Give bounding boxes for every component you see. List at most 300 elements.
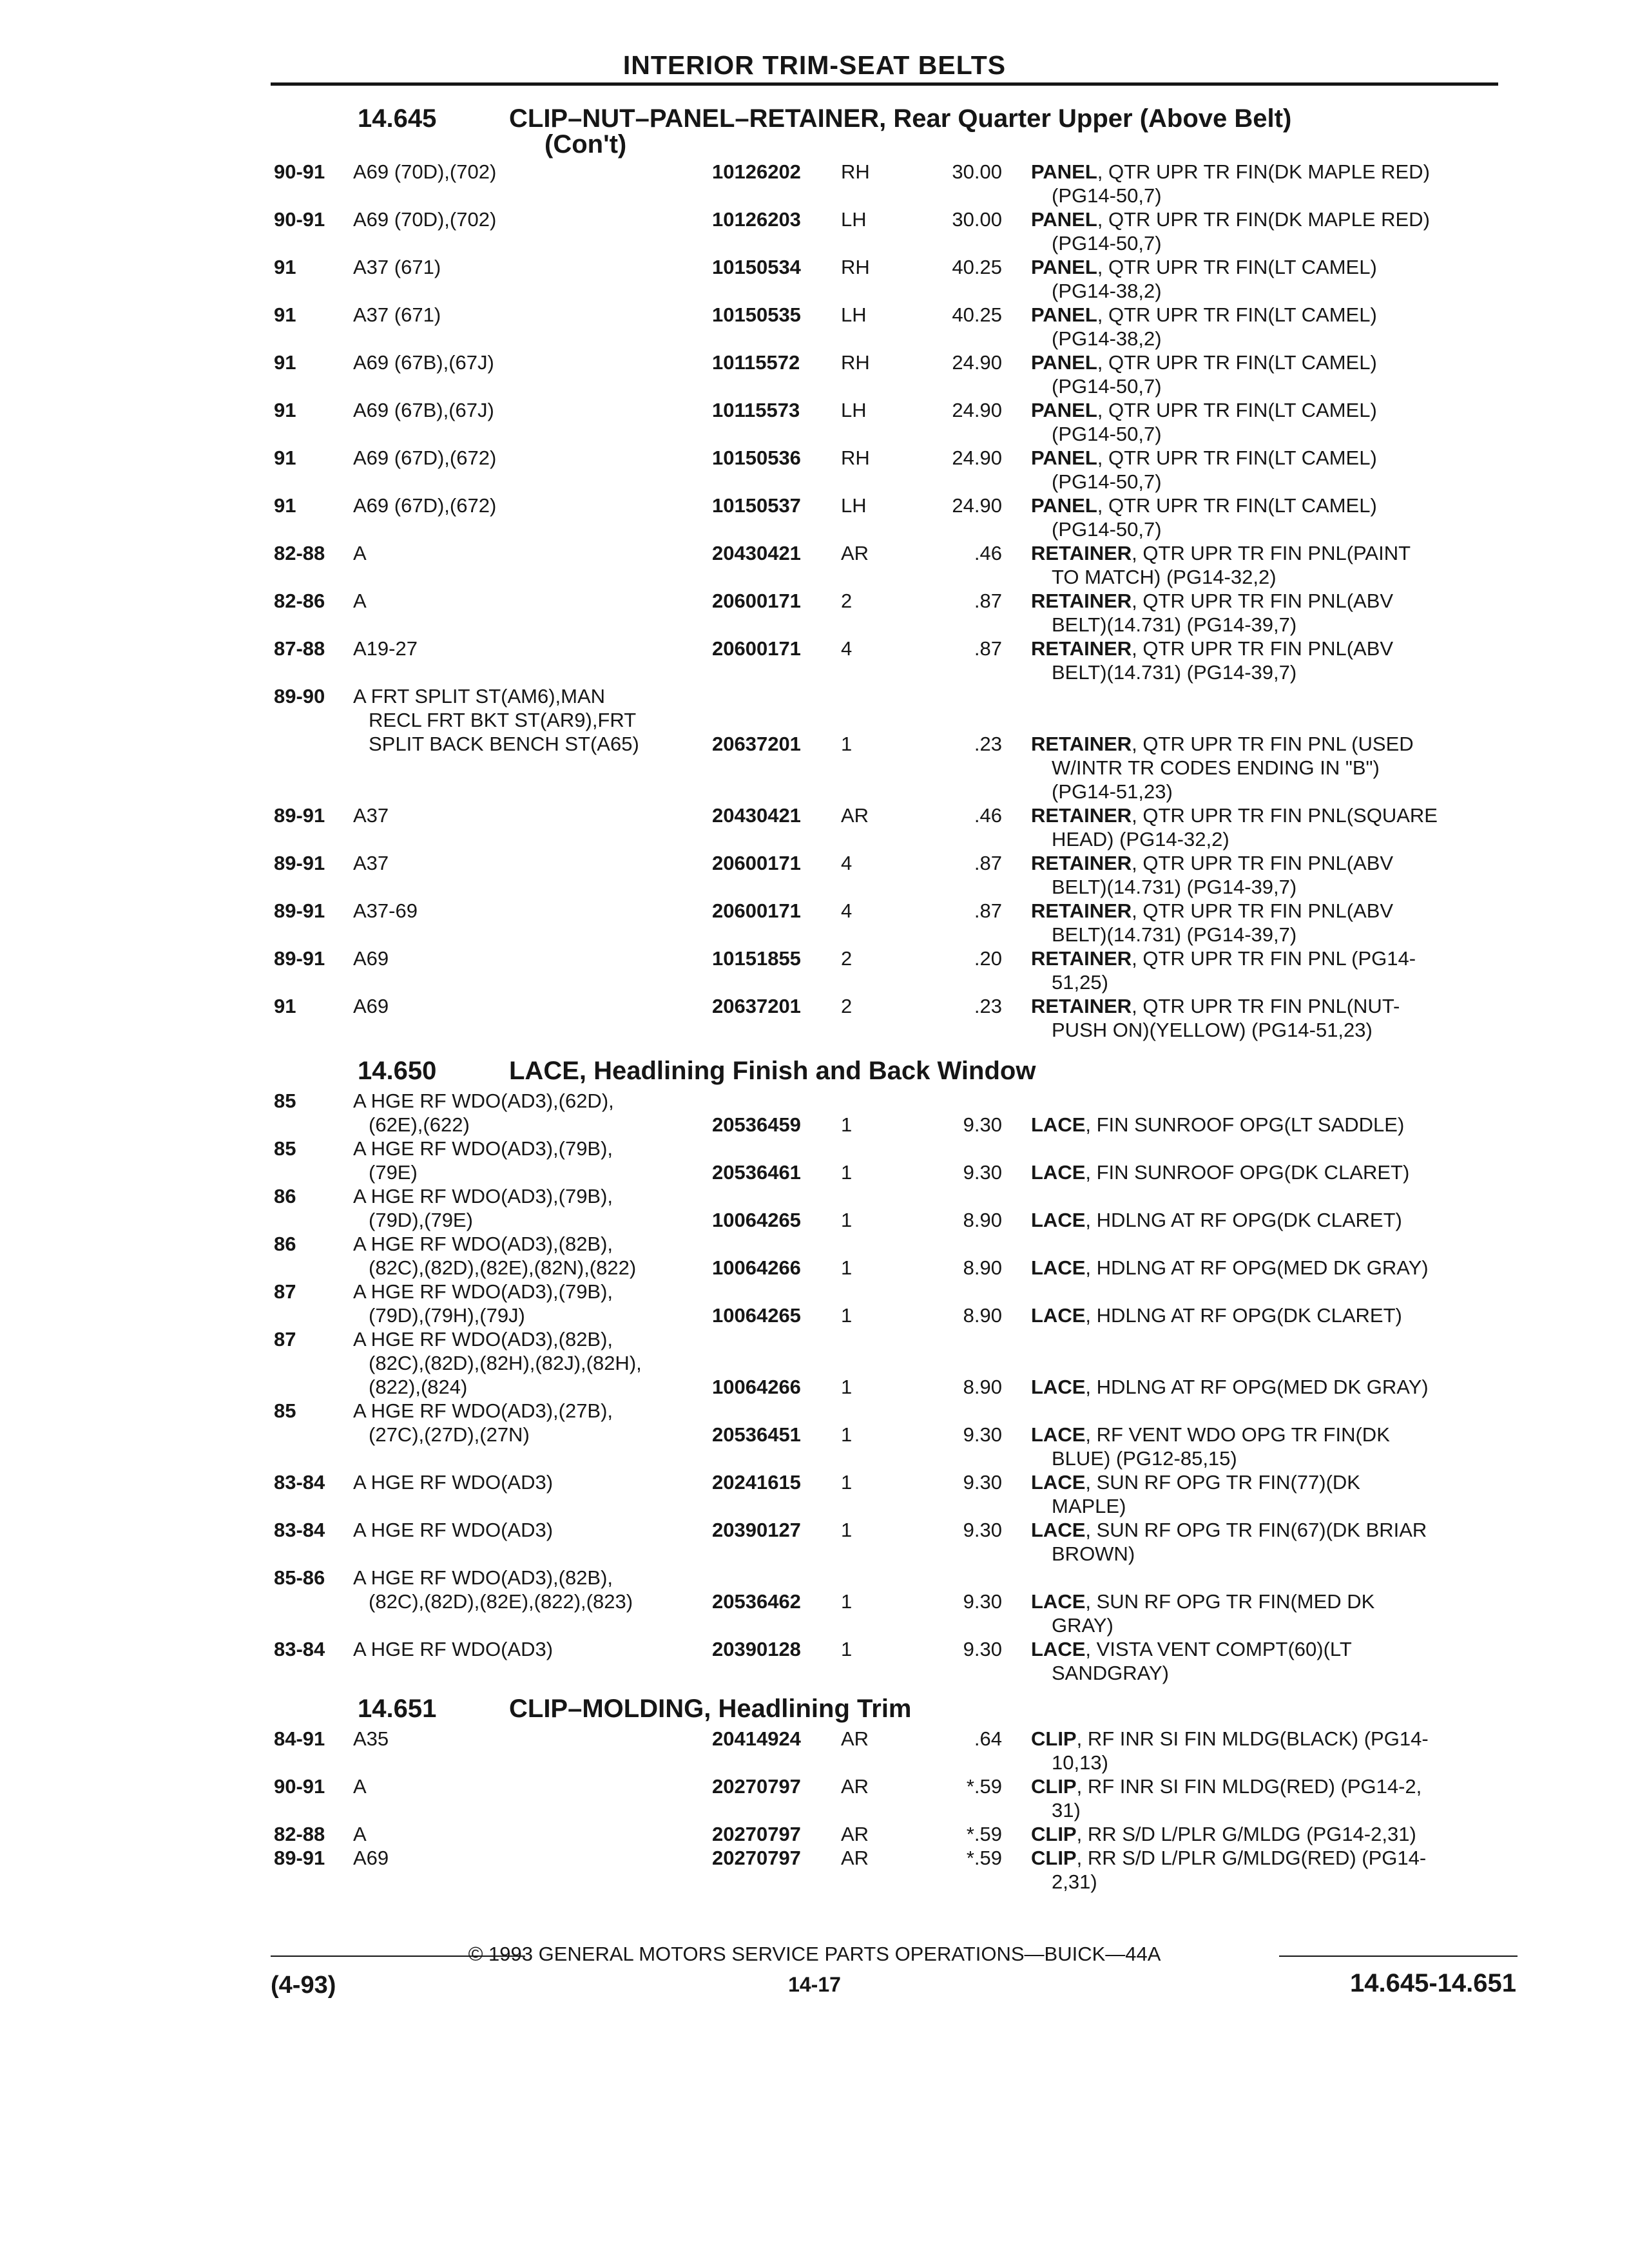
table-row — [0, 541, 1629, 589]
description-keyword: RETAINER — [1031, 804, 1132, 827]
description-line: PANEL, QTR UPR TR FIN(LT CAMEL) — [1031, 351, 1377, 374]
model-year: 91 — [274, 447, 296, 469]
application — [353, 1137, 613, 1184]
model-year: 91 — [274, 494, 296, 517]
description-line: CLIP, RF INR SI FIN MLDG(BLACK) (PG14- — [1031, 1727, 1429, 1750]
model-year: 82-88 — [274, 542, 325, 564]
application-line: A69 (67D),(672) — [353, 447, 497, 469]
model-year: 91 — [274, 303, 296, 326]
price: *.59 — [966, 1775, 1002, 1798]
description-line: RETAINER, QTR UPR TR FIN PNL(PAINT — [1031, 542, 1411, 564]
application — [353, 1280, 613, 1327]
quantity: RH — [841, 447, 870, 469]
price: 30.00 — [952, 208, 1002, 231]
description-keyword: LACE — [1031, 1376, 1086, 1398]
application — [353, 1846, 389, 1870]
table-row — [0, 803, 1629, 851]
description-keyword: LACE — [1031, 1638, 1086, 1660]
price: 8.90 — [963, 1209, 1002, 1231]
description — [1031, 1208, 1402, 1232]
price: 9.30 — [963, 1638, 1002, 1660]
price: 9.30 — [963, 1423, 1002, 1446]
part-number: 10150535 — [712, 303, 801, 326]
application — [353, 1327, 642, 1399]
description-line: RETAINER, QTR UPR TR FIN PNL(SQUARE — [1031, 804, 1438, 827]
description-line: (PG14-51,23) — [1052, 780, 1173, 803]
application-line: A HGE RF WDO(AD3) — [353, 1471, 554, 1494]
application-line: (79D),(79H),(79J) — [369, 1304, 525, 1327]
description — [1031, 541, 1411, 589]
part-number: 20637201 — [712, 995, 801, 1017]
model-year: 91 — [274, 256, 296, 278]
part-number: 20270797 — [712, 1775, 801, 1798]
application — [353, 351, 494, 374]
application — [353, 494, 496, 517]
table-row — [0, 255, 1629, 303]
quantity: 4 — [841, 899, 853, 922]
application-line: A HGE RF WDO(AD3),(62D), — [353, 1090, 614, 1112]
application-line: A37 (671) — [353, 303, 441, 326]
part-number: 20600171 — [712, 852, 801, 874]
section-number: 14.651 — [358, 1695, 437, 1723]
quantity: 1 — [841, 1423, 853, 1446]
table-row — [0, 637, 1629, 684]
price: 24.90 — [952, 447, 1002, 469]
description — [1031, 637, 1393, 684]
description — [1031, 899, 1393, 947]
model-year: 89-91 — [274, 804, 325, 827]
quantity: LH — [841, 303, 867, 326]
description-keyword: PANEL — [1031, 256, 1097, 278]
model-year: 86 — [274, 1233, 296, 1255]
table-row — [0, 1184, 1629, 1232]
description-keyword: CLIP — [1031, 1823, 1077, 1845]
quantity: 4 — [841, 637, 853, 660]
description — [1031, 1303, 1402, 1327]
part-number: 20270797 — [712, 1823, 801, 1845]
application-line: A19-27 — [353, 637, 418, 660]
model-year: 84-91 — [274, 1727, 325, 1750]
quantity: 1 — [841, 1209, 853, 1231]
application-line: A HGE RF WDO(AD3),(79B), — [353, 1185, 613, 1207]
application-line: A — [353, 590, 367, 612]
quantity: AR — [841, 542, 869, 564]
table-row — [0, 494, 1629, 541]
description-line: BROWN) — [1052, 1542, 1135, 1565]
description-keyword: RETAINER — [1031, 590, 1132, 612]
model-year: 87 — [274, 1328, 296, 1350]
section-title: CLIP–NUT–PANEL–RETAINER, Rear Quarter Upper (Above Belt) — [509, 104, 1292, 133]
footer-section-range: 14.645-14.651 — [1349, 1969, 1516, 1997]
description-line: LACE, HDLNG AT RF OPG(MED DK GRAY) — [1031, 1256, 1429, 1279]
description-line: RETAINER, QTR UPR TR FIN PNL(ABV — [1031, 852, 1394, 874]
quantity: 1 — [841, 1256, 853, 1279]
description-keyword: RETAINER — [1031, 947, 1132, 970]
part-number: 10151855 — [712, 947, 801, 970]
part-number: 10064266 — [712, 1256, 801, 1279]
table-row — [0, 684, 1629, 803]
quantity: LH — [841, 399, 867, 421]
application-line: A37-69 — [353, 899, 418, 922]
price: *.59 — [966, 1847, 1002, 1869]
description-line: MAPLE) — [1052, 1495, 1126, 1517]
table-row — [0, 1518, 1629, 1566]
application-line: A HGE RF WDO(AD3),(82B), — [353, 1233, 613, 1255]
price: 9.30 — [963, 1113, 1002, 1136]
table-row — [0, 1470, 1629, 1518]
description-line: LACE, SUN RF OPG TR FIN(67)(DK BRIAR — [1031, 1519, 1427, 1541]
description-keyword: PANEL — [1031, 303, 1097, 326]
quantity: 2 — [841, 995, 853, 1017]
description — [1031, 1774, 1422, 1822]
description — [1031, 1423, 1390, 1470]
description-line: RETAINER, QTR UPR TR FIN PNL(ABV — [1031, 637, 1394, 660]
price: 9.30 — [963, 1471, 1002, 1494]
application-line: A FRT SPLIT ST(AM6),MAN — [353, 685, 606, 707]
footer-date: (4-93) — [271, 1972, 336, 1999]
price: 24.90 — [952, 494, 1002, 517]
application — [353, 947, 389, 970]
description — [1031, 1822, 1416, 1846]
price: 8.90 — [963, 1256, 1002, 1279]
application-line: A37 — [353, 804, 389, 827]
part-number: 10150534 — [712, 256, 801, 278]
description — [1031, 207, 1430, 255]
application — [353, 1232, 636, 1280]
quantity: 1 — [841, 1161, 853, 1184]
description — [1031, 160, 1430, 207]
model-year: 89-91 — [274, 852, 325, 874]
description — [1031, 1590, 1374, 1637]
description — [1031, 732, 1414, 803]
table-row — [0, 1774, 1629, 1822]
table-row — [0, 207, 1629, 255]
description-keyword: CLIP — [1031, 1727, 1077, 1750]
description — [1031, 803, 1438, 851]
model-year: 89-91 — [274, 947, 325, 970]
model-year: 85 — [274, 1090, 296, 1112]
description-line: LACE, HDLNG AT RF OPG(DK CLARET) — [1031, 1209, 1402, 1231]
page-title: INTERIOR TRIM-SEAT BELTS — [622, 50, 1007, 80]
application — [353, 207, 496, 231]
part-number: 10150536 — [712, 447, 801, 469]
application-line: SPLIT BACK BENCH ST(A65) — [369, 733, 639, 755]
price: .87 — [974, 637, 1002, 660]
part-number: 20414924 — [712, 1727, 801, 1750]
part-number: 20536461 — [712, 1161, 801, 1184]
application-line: (79E) — [369, 1161, 418, 1184]
description-line: RETAINER, QTR UPR TR FIN PNL(NUT- — [1031, 995, 1400, 1017]
table-row — [0, 851, 1629, 899]
application-line: A69 (70D),(702) — [353, 208, 497, 231]
application-line: A HGE RF WDO(AD3),(27B), — [353, 1399, 613, 1422]
quantity: AR — [841, 1823, 869, 1845]
quantity: 4 — [841, 852, 853, 874]
quantity: RH — [841, 160, 870, 183]
description-line: PANEL, QTR UPR TR FIN(LT CAMEL) — [1031, 399, 1377, 421]
quantity: 2 — [841, 590, 853, 612]
application-line: (82C),(82D),(82H),(82J),(82H), — [369, 1352, 642, 1374]
description-keyword: RETAINER — [1031, 733, 1132, 755]
description-line: PUSH ON)(YELLOW) (PG14-51,23) — [1052, 1019, 1373, 1041]
description-keyword: LACE — [1031, 1209, 1086, 1231]
model-year: 87-88 — [274, 637, 325, 660]
price: .87 — [974, 899, 1002, 922]
description-line: (PG14-50,7) — [1052, 470, 1162, 493]
description — [1031, 947, 1416, 994]
table-row — [0, 1137, 1629, 1184]
price: 40.25 — [952, 256, 1002, 278]
model-year: 89-90 — [274, 685, 325, 707]
price: .87 — [974, 852, 1002, 874]
price: 40.25 — [952, 303, 1002, 326]
description-line: 51,25) — [1052, 971, 1108, 994]
price: 9.30 — [963, 1590, 1002, 1613]
quantity: 1 — [841, 1519, 853, 1541]
application — [353, 1727, 389, 1751]
part-number: 20241615 — [712, 1471, 801, 1494]
description-line: RETAINER, QTR UPR TR FIN PNL (USED — [1031, 733, 1414, 755]
description-line: LACE, HDLNG AT RF OPG(MED DK GRAY) — [1031, 1376, 1429, 1398]
quantity: 1 — [841, 1471, 853, 1494]
description-line: BLUE) (PG12-85,15) — [1052, 1447, 1237, 1470]
application-line: (62E),(622) — [369, 1113, 470, 1136]
model-year: 85 — [274, 1137, 296, 1160]
model-year: 87 — [274, 1280, 296, 1303]
application — [353, 446, 496, 470]
description-line: (PG14-50,7) — [1052, 518, 1162, 541]
part-number: 20390127 — [712, 1519, 801, 1541]
part-number: 20600171 — [712, 590, 801, 612]
quantity: AR — [841, 1847, 869, 1869]
part-number: 10126203 — [712, 208, 801, 231]
model-year: 91 — [274, 399, 296, 421]
application-line: (79D),(79E) — [369, 1209, 473, 1231]
quantity: 2 — [841, 947, 853, 970]
description-line: CLIP, RF INR SI FIN MLDG(RED) (PG14-2, — [1031, 1775, 1422, 1798]
description — [1031, 446, 1377, 494]
description-line: LACE, SUN RF OPG TR FIN(MED DK — [1031, 1590, 1375, 1613]
quantity: 1 — [841, 1304, 853, 1327]
table-row — [0, 589, 1629, 637]
table-row — [0, 1727, 1629, 1774]
section-subtitle: (Con't) — [545, 130, 627, 159]
model-year: 89-91 — [274, 899, 325, 922]
description — [1031, 1727, 1429, 1774]
description-keyword: LACE — [1031, 1423, 1086, 1446]
description-keyword: CLIP — [1031, 1775, 1077, 1798]
application-line: (82C),(82D),(82E),(82N),(822) — [369, 1256, 637, 1279]
application-line: RECL FRT BKT ST(AR9),FRT — [369, 709, 637, 731]
description-line: CLIP, RR S/D L/PLR G/MLDG (PG14-2,31) — [1031, 1823, 1416, 1845]
quantity: RH — [841, 256, 870, 278]
description-line: BELT)(14.731) (PG14-39,7) — [1052, 661, 1297, 684]
model-year: 91 — [274, 351, 296, 374]
application-line: A HGE RF WDO(AD3),(79B), — [353, 1137, 613, 1160]
table-row — [0, 899, 1629, 947]
description-line: GRAY) — [1052, 1614, 1113, 1637]
application-line: A HGE RF WDO(AD3),(82B), — [353, 1328, 613, 1350]
part-number: 20536459 — [712, 1113, 801, 1136]
model-year: 86 — [274, 1185, 296, 1207]
model-year: 89-91 — [274, 1847, 325, 1869]
description — [1031, 351, 1377, 398]
description-keyword: PANEL — [1031, 494, 1097, 517]
part-number: 10064265 — [712, 1304, 801, 1327]
table-row — [0, 994, 1629, 1042]
table-row — [0, 1846, 1629, 1894]
table-row — [0, 1232, 1629, 1280]
application — [353, 255, 441, 279]
footer-copyright: © 1993 GENERAL MOTORS SERVICE PARTS OPERATIONS—BUICK—44A — [468, 1943, 1161, 1965]
part-number: 10150537 — [712, 494, 801, 517]
application — [353, 541, 367, 565]
application-line: A35 — [353, 1727, 389, 1750]
application — [353, 1822, 367, 1846]
table-row — [0, 160, 1629, 207]
part-number: 10115572 — [712, 351, 800, 374]
part-number: 20430421 — [712, 804, 801, 827]
description-line: LACE, FIN SUNROOF OPG(DK CLARET) — [1031, 1161, 1410, 1184]
application — [353, 398, 494, 422]
description-line: PANEL, QTR UPR TR FIN(DK MAPLE RED) — [1031, 208, 1430, 231]
price: .23 — [974, 995, 1002, 1017]
application-line: A69 — [353, 947, 389, 970]
description-keyword: LACE — [1031, 1256, 1086, 1279]
description — [1031, 1375, 1429, 1399]
description-line: PANEL, QTR UPR TR FIN(LT CAMEL) — [1031, 447, 1377, 469]
table-row — [0, 398, 1629, 446]
description-line: LACE, HDLNG AT RF OPG(DK CLARET) — [1031, 1304, 1402, 1327]
description — [1031, 1470, 1360, 1518]
price: .23 — [974, 733, 1002, 755]
application — [353, 1089, 614, 1137]
application — [353, 1774, 367, 1798]
price: 9.30 — [963, 1161, 1002, 1184]
model-year: 83-84 — [274, 1638, 325, 1660]
part-number: 20430421 — [712, 542, 801, 564]
price: .20 — [974, 947, 1002, 970]
quantity: AR — [841, 1727, 869, 1750]
model-year: 82-86 — [274, 590, 325, 612]
table-row — [0, 351, 1629, 398]
description-keyword: RETAINER — [1031, 899, 1132, 922]
application — [353, 1637, 553, 1661]
application — [353, 851, 389, 875]
price: .46 — [974, 804, 1002, 827]
description — [1031, 255, 1377, 303]
application-line: A69 — [353, 1847, 389, 1869]
part-number: 20600171 — [712, 637, 801, 660]
application — [353, 994, 389, 1018]
price: 9.30 — [963, 1519, 1002, 1541]
application-line: A37 (671) — [353, 256, 441, 278]
section-number: 14.645 — [358, 104, 437, 133]
footer-page-number: 14-17 — [788, 1973, 841, 1996]
description-keyword: LACE — [1031, 1471, 1086, 1494]
table-row — [0, 947, 1629, 994]
application-line: A HGE RF WDO(AD3),(82B), — [353, 1566, 613, 1589]
quantity: 1 — [841, 1376, 853, 1398]
description-line: (PG14-38,2) — [1052, 280, 1162, 302]
description-line: (PG14-38,2) — [1052, 327, 1162, 350]
quantity: 1 — [841, 1638, 853, 1660]
table-row — [0, 1399, 1629, 1470]
application-line: A — [353, 1775, 367, 1798]
price: 8.90 — [963, 1376, 1002, 1398]
application — [353, 589, 367, 613]
description-line: PANEL, QTR UPR TR FIN(LT CAMEL) — [1031, 494, 1377, 517]
application-line: A37 — [353, 852, 389, 874]
description-keyword: LACE — [1031, 1519, 1086, 1541]
price: 30.00 — [952, 160, 1002, 183]
description-keyword: LACE — [1031, 1590, 1086, 1613]
model-year: 82-88 — [274, 1823, 325, 1845]
application — [353, 1566, 633, 1613]
application — [353, 1399, 613, 1446]
description-line: LACE, FIN SUNROOF OPG(LT SADDLE) — [1031, 1113, 1405, 1136]
description-line: RETAINER, QTR UPR TR FIN PNL(ABV — [1031, 590, 1394, 612]
part-number: 10115573 — [712, 399, 800, 421]
description — [1031, 1160, 1409, 1184]
description-line: TO MATCH) (PG14-32,2) — [1052, 566, 1277, 588]
application — [353, 1518, 553, 1542]
description — [1031, 494, 1377, 541]
application-line: A69 (67D),(672) — [353, 494, 497, 517]
quantity: LH — [841, 208, 867, 231]
quantity: 1 — [841, 733, 853, 755]
description-line: PANEL, QTR UPR TR FIN(DK MAPLE RED) — [1031, 160, 1430, 183]
quantity: RH — [841, 351, 870, 374]
application — [353, 160, 496, 184]
description-line: (PG14-50,7) — [1052, 232, 1162, 255]
description-line: HEAD) (PG14-32,2) — [1052, 828, 1229, 850]
model-year: 83-84 — [274, 1471, 325, 1494]
table-row — [0, 1327, 1629, 1399]
price: .64 — [974, 1727, 1002, 1750]
description-line: LACE, RF VENT WDO OPG TR FIN(DK — [1031, 1423, 1390, 1446]
part-number: 20536451 — [712, 1423, 801, 1446]
description-keyword: PANEL — [1031, 447, 1097, 469]
application — [353, 803, 389, 827]
description-line: CLIP, RR S/D L/PLR G/MLDG(RED) (PG14- — [1031, 1847, 1427, 1869]
section-number: 14.650 — [358, 1057, 437, 1085]
model-year: 85-86 — [274, 1566, 325, 1589]
model-year: 90-91 — [274, 160, 325, 183]
quantity: AR — [841, 804, 869, 827]
model-year: 90-91 — [274, 208, 325, 231]
application-line: A69 (67B),(67J) — [353, 351, 494, 374]
description-keyword: RETAINER — [1031, 995, 1132, 1017]
description-line: BELT)(14.731) (PG14-39,7) — [1052, 876, 1297, 898]
part-number: 20270797 — [712, 1847, 801, 1869]
part-number: 10064265 — [712, 1209, 801, 1231]
table-row — [0, 1822, 1629, 1846]
description — [1031, 303, 1377, 351]
description-line: (PG14-50,7) — [1052, 184, 1162, 207]
quantity: LH — [841, 494, 867, 517]
application-line: A — [353, 1823, 367, 1845]
description-line: W/INTR TR CODES ENDING IN "B") — [1052, 756, 1380, 779]
description-keyword: PANEL — [1031, 351, 1097, 374]
description-line: 2,31) — [1052, 1870, 1097, 1893]
description-line: RETAINER, QTR UPR TR FIN PNL (PG14- — [1031, 947, 1416, 970]
description-line: PANEL, QTR UPR TR FIN(LT CAMEL) — [1031, 256, 1377, 278]
description-keyword: RETAINER — [1031, 852, 1132, 874]
description-keyword: PANEL — [1031, 399, 1097, 421]
description-keyword: PANEL — [1031, 208, 1097, 231]
table-row — [0, 303, 1629, 351]
